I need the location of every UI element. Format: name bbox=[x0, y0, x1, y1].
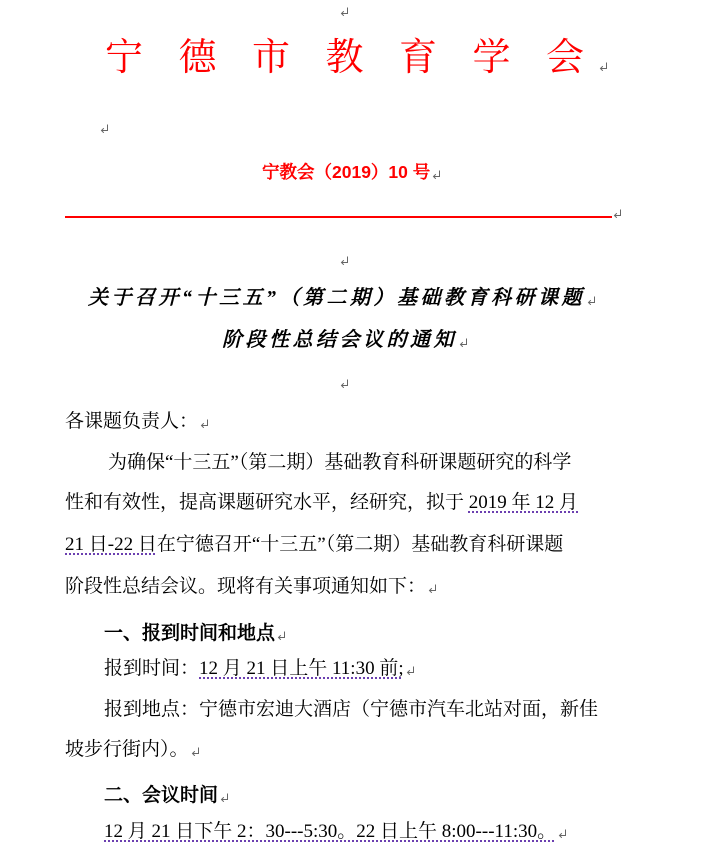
intro-line-3 bbox=[65, 533, 563, 557]
intro-text: 为确保“十三五”（第二期）基础教育科研课题研究的科学 bbox=[108, 452, 572, 473]
paragraph-mark-icon bbox=[432, 170, 441, 179]
return-arrow-glyph bbox=[100, 124, 109, 133]
intro-line-1 bbox=[108, 451, 571, 475]
return-arrow-glyph bbox=[200, 419, 209, 428]
return-arrow-glyph bbox=[340, 256, 349, 265]
paragraph-mark-icon bbox=[100, 124, 109, 133]
registration-time-value: 12 月 21 日上午 11:30 前; bbox=[199, 658, 404, 679]
section-1-heading: 一、报到时间和地点 bbox=[104, 623, 276, 644]
return-arrow-glyph bbox=[277, 631, 286, 640]
return-arrow-glyph bbox=[191, 747, 200, 756]
return-arrow-glyph bbox=[432, 170, 441, 179]
registration-place-line-2 bbox=[65, 738, 200, 762]
registration-place-text: 坡步行街内）。 bbox=[65, 739, 189, 760]
paragraph-mark-icon bbox=[191, 747, 200, 756]
intro-text: 阶段性总结会议。现将有关事项通知如下： bbox=[65, 576, 427, 597]
doc-number-line bbox=[262, 161, 441, 183]
return-arrow-glyph bbox=[428, 584, 437, 593]
intro-text: 在宁德召开“十三五”（第二期）基础教育科研课题 bbox=[156, 534, 564, 555]
return-arrow-glyph bbox=[220, 793, 229, 802]
notice-title-line-2 bbox=[222, 327, 468, 353]
intro-line-4 bbox=[65, 575, 437, 599]
section-1-heading-line bbox=[104, 622, 286, 646]
notice-title-line-1 bbox=[88, 285, 596, 311]
intro-date-start: 2019 年 12 月 bbox=[468, 492, 579, 513]
paragraph-mark-icon bbox=[340, 379, 349, 388]
intro-line-2 bbox=[65, 491, 578, 515]
section-2-heading-line bbox=[104, 784, 229, 808]
registration-time-line bbox=[104, 657, 415, 681]
return-arrow-glyph bbox=[406, 666, 415, 675]
return-arrow-glyph bbox=[558, 829, 567, 838]
return-arrow-glyph bbox=[587, 296, 596, 305]
paragraph-mark-icon bbox=[200, 419, 209, 428]
registration-place-text: 报到地点：宁德市宏迪大酒店（宁德市汽车北站对面，新佳 bbox=[104, 699, 599, 720]
section-2-heading: 二、会议时间 bbox=[104, 785, 219, 806]
return-arrow-glyph bbox=[613, 209, 622, 218]
meeting-schedule-line bbox=[104, 820, 567, 844]
intro-date-range: 21 日-22 日 bbox=[65, 534, 157, 555]
paragraph-mark-icon bbox=[428, 584, 437, 593]
org-title-line bbox=[105, 36, 608, 80]
paragraph-mark-icon bbox=[599, 62, 608, 71]
return-arrow-glyph bbox=[599, 62, 608, 71]
meeting-schedule: 12 月 21 日下午 2：30---5:30。22 日上午 8:00---11:30。 bbox=[104, 821, 557, 842]
notice-title-text: 阶段性总结会议的通知 bbox=[222, 329, 457, 351]
return-arrow-glyph bbox=[340, 7, 349, 16]
paragraph-mark-icon bbox=[558, 829, 567, 838]
paragraph-mark-icon bbox=[340, 7, 349, 16]
return-arrow-glyph bbox=[459, 338, 468, 347]
paragraph-mark-icon bbox=[587, 296, 596, 305]
notice-title-text: 关于召开“十三五”（第二期）基础教育科研课题 bbox=[88, 287, 585, 309]
paragraph-mark-icon bbox=[277, 631, 286, 640]
salutation: 各课题负责人： bbox=[65, 411, 199, 432]
doc-number: 宁教会（2019）10 号 bbox=[262, 162, 431, 182]
intro-text: 性和有效性，提高课题研究水平，经研究，拟于 bbox=[65, 492, 469, 513]
org-title: 宁 德 市 教 育 学 会 bbox=[105, 37, 598, 79]
salutation-line bbox=[65, 410, 209, 434]
paragraph-mark-icon bbox=[613, 209, 622, 218]
registration-place-line-1 bbox=[104, 698, 598, 722]
registration-time-label: 报到时间： bbox=[104, 658, 200, 679]
paragraph-mark-icon bbox=[220, 793, 229, 802]
paragraph-mark-icon bbox=[459, 338, 468, 347]
red-header-rule bbox=[65, 216, 612, 218]
return-arrow-glyph bbox=[340, 379, 349, 388]
paragraph-mark-icon bbox=[340, 256, 349, 265]
paragraph-mark-icon bbox=[406, 666, 415, 675]
